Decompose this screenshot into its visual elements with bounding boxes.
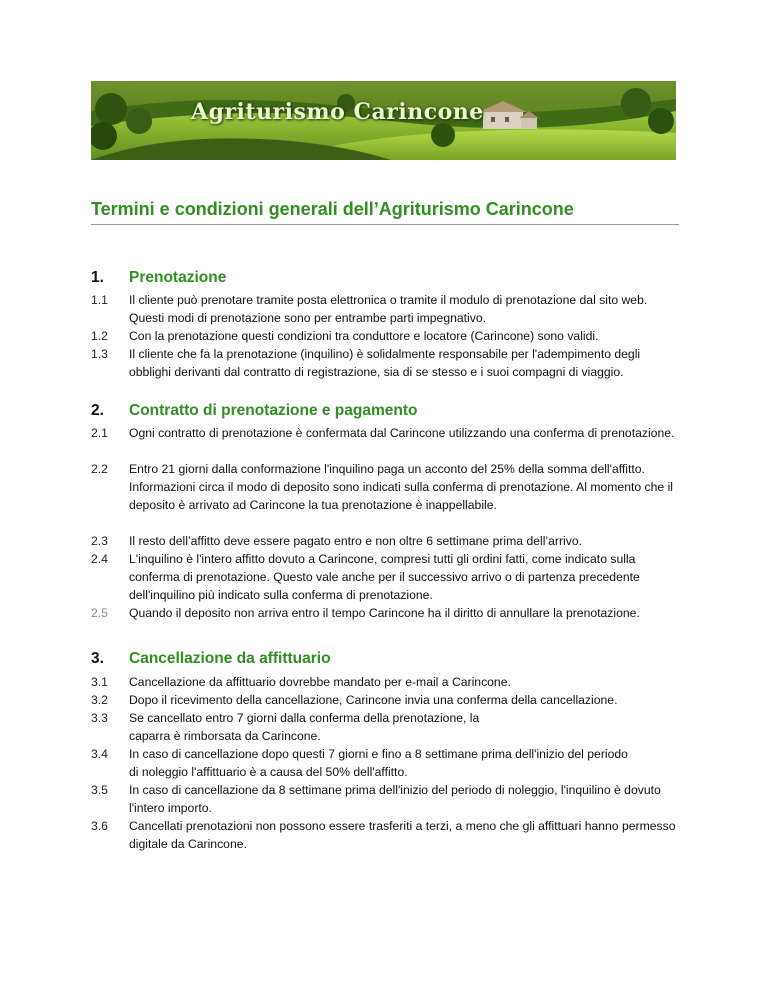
clause-text: Cancellati prenotazioni non possono essere trasferiti a terzi, a meno che gli affittuari hanno permesso digitale da Carincone.	[129, 819, 676, 851]
section-number: 2.	[91, 402, 104, 419]
clause-text: Dopo il ricevimento della cancellazione, Carincone invia una conferma della cancellazione.	[129, 693, 618, 707]
clause-number: 2.3	[91, 534, 108, 548]
clause-text: Se cancellato entro 7 giorni dalla conferma della prenotazione, la caparra è rimborsata da Carincone.	[129, 711, 480, 743]
clause-number: 3.5	[91, 783, 108, 797]
clause-number: 2.5	[91, 606, 108, 620]
banner-brand-text: Agriturismo Carincone	[191, 99, 484, 125]
clause-text: In caso di cancellazione da 8 settimane prima dell'inizio del periodo di noleggio, l'inquilino è dovuto l'intero importo.	[129, 783, 661, 815]
clause-text: In caso di cancellazione dopo questi 7 giorni e fino a 8 settimane prima dell'inizio del periodo di noleggio l'affittuario è a causa del 50% dell'affitto.	[129, 747, 628, 779]
clause-number: 2.4	[91, 552, 108, 566]
title-divider	[91, 224, 679, 225]
header-banner-image	[91, 81, 676, 160]
page-title: Termini e condizioni generali dell’Agriturismo Carincone	[91, 199, 574, 219]
clause-text: Il cliente che fa la prenotazione (inquilino) è solidalmente responsabile per l'adempimento degli obblighi derivanti dal contratto di registrazione, sia di se stesso e i suoi compagni di viaggio.	[129, 347, 641, 379]
clause-text: Ogni contratto di prenotazione è confermata dal Carincone utilizzando una conferma di prenotazione.	[129, 426, 675, 440]
clause-number: 3.4	[91, 747, 108, 761]
clause-text: Il cliente può prenotare tramite posta elettronica o tramite il modulo di prenotazione dal sito web. Questi modi di prenotazione sono per entrambe parti impegnativo.	[129, 293, 648, 325]
section-title: Cancellazione da affittuario	[129, 650, 331, 667]
clause-text: Cancellazione da affittuario dovrebbe mandato per e-mail a Carincone.	[129, 675, 511, 689]
clause-number: 1.2	[91, 329, 108, 343]
section-number: 1.	[91, 269, 104, 286]
clause-text: Entro 21 giorni dalla conformazione l'inquilino paga un acconto del 25% della somma dell'affitto. Informazioni circa il modo di deposito sono indicati sulla conferma di prenotazione. Al momento che il deposito è arrivato ad Carincone la tua prenotazione è inappellabile.	[129, 462, 673, 512]
clause-number: 3.3	[91, 711, 108, 725]
clause-number: 2.1	[91, 426, 108, 440]
clause-number: 1.3	[91, 347, 108, 361]
clause-number: 2.2	[91, 462, 108, 476]
clause-number: 3.2	[91, 693, 108, 707]
section-title: Contratto di prenotazione e pagamento	[129, 402, 418, 419]
clause-number: 1.1	[91, 293, 108, 307]
clause-text: Quando il deposito non arriva entro il tempo Carincone ha il diritto di annullare la prenotazione.	[129, 606, 640, 620]
clause-number: 3.1	[91, 675, 108, 689]
clause-text: Il resto dell’affitto deve essere pagato entro e non oltre 6 settimane prima dell’arrivo.	[129, 534, 582, 548]
section-title: Prenotazione	[129, 269, 227, 286]
section-number: 3.	[91, 650, 104, 667]
clause-text: Con la prenotazione questi condizioni tra conduttore e locatore (Carincone) sono validi.	[129, 329, 599, 343]
clause-text: L'inquilino è l'intero affitto dovuto a Carincone, compresi tutti gli ordini fatti, come indicato sulla conferma di prenotazione. Questo vale anche per il successivo arrivo o di partenza precedente dell'inquilino più indicato sulla conferma di prenotazione.	[129, 552, 640, 602]
clause-number: 3.6	[91, 819, 108, 833]
